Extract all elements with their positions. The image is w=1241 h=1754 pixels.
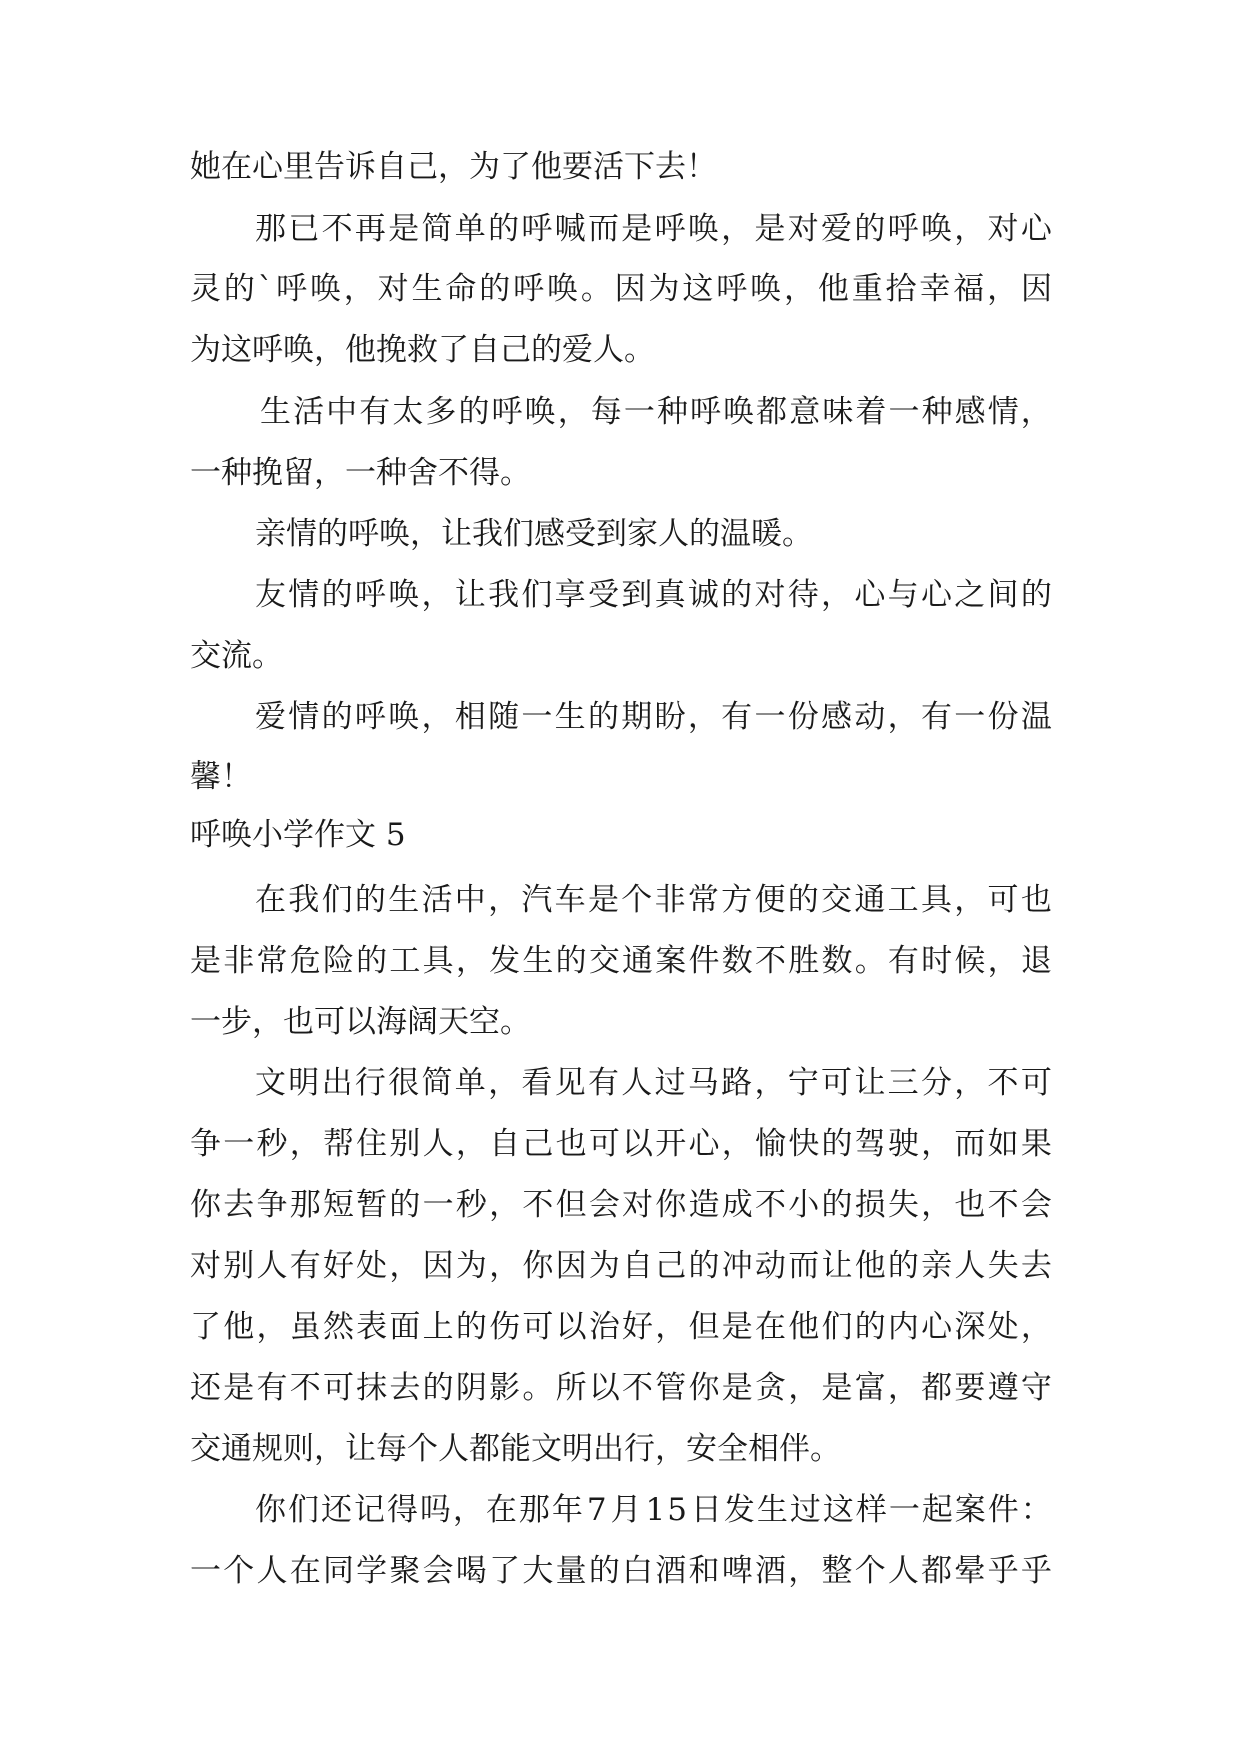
text-line: 生 活 中 有 太 多 的 呼 唤 ， 每 一 种 呼 唤 都 意 味 着 一 种 感 情 ， xyxy=(260,394,1052,430)
text-line: 是 非 常 危 险 的 工 具 ， 发 生 的 交 通 案 件 数 不 胜 数 。 有 时 候 ， 退 xyxy=(190,943,1052,979)
text-line: 亲情的呼唤，让我们感受到家人的温暖。 xyxy=(255,516,813,552)
section-heading: 呼唤小学作文 5 xyxy=(190,817,406,853)
text-line: 交流。 xyxy=(190,638,283,674)
text-line: 交通规则，让每个人都能文明出行，安全相伴。 xyxy=(190,1431,841,1467)
text-line: 了 他 ， 虽 然 表 面 上 的 伤 可 以 治 好 ， 但 是 在 他 们 的 内 心 深 处 ， xyxy=(190,1309,1052,1345)
text-line: 你 去 争 那 短 暂 的 一 秒 ， 不 但 会 对 你 造 成 不 小 的 损 失 ， 也 不 会 xyxy=(190,1187,1052,1223)
text-line: 在 我 们 的 生 活 中 ， 汽 车 是 个 非 常 方 便 的 交 通 工 具 ， 可 也 xyxy=(255,882,1052,918)
text-line: 一 个 人 在 同 学 聚 会 喝 了 大 量 的 白 酒 和 啤 酒 ， 整 个 人 都 晕 乎 乎 xyxy=(190,1553,1052,1589)
text-line: 对 别 人 有 好 处 ， 因 为 ， 你 因 为 自 己 的 冲 动 而 让 他 的 亲 人 失 去 xyxy=(190,1248,1052,1284)
text-line: 友 情 的 呼 唤 ， 让 我 们 享 受 到 真 诚 的 对 待 ， 心 与 心 之 间 的 xyxy=(255,577,1052,613)
text-line: 文 明 出 行 很 简 单 ， 看 见 有 人 过 马 路 ， 宁 可 让 三 分 ， 不 可 xyxy=(255,1065,1052,1101)
text-line: 你 们 还 记 得 吗 ， 在 那 年 7 月 1 5 日 发 生 过 这 样 一 起 案 件 ： xyxy=(255,1492,1052,1528)
text-line: 馨！ xyxy=(190,759,252,795)
text-line: 争 一 秒 ， 帮 住 别 人 ， 自 己 也 可 以 开 心 ， 愉 快 的 驾 驶 ， 而 如 果 xyxy=(190,1126,1052,1162)
text-line: 为这呼唤，他挽救了自己的爱人。 xyxy=(190,332,655,368)
text-line: 一种挽留，一种舍不得。 xyxy=(190,455,531,491)
text-line: 还 是 有 不 可 抹 去 的 阴 影 。 所 以 不 管 你 是 贪 ， 是 富 ， 都 要 遵 守 xyxy=(190,1370,1052,1406)
text-line: 爱 情 的 呼 唤 ， 相 随 一 生 的 期 盼 ， 有 一 份 感 动 ， 有 一 份 温 xyxy=(255,699,1052,735)
text-line: 那 已 不 再 是 简 单 的 呼 喊 而 是 呼 唤 ， 是 对 爱 的 呼 唤 ， 对 心 xyxy=(255,211,1052,247)
text-line: 一步，也可以海阔天空。 xyxy=(190,1004,531,1040)
text-line: 她在心里告诉自己，为了他要活下去！ xyxy=(190,149,717,185)
text-line: 灵 的 ` 呼 唤 ， 对 生 命 的 呼 唤 。 因 为 这 呼 唤 ， 他 重 拾 幸 福 ， 因 xyxy=(190,271,1052,307)
